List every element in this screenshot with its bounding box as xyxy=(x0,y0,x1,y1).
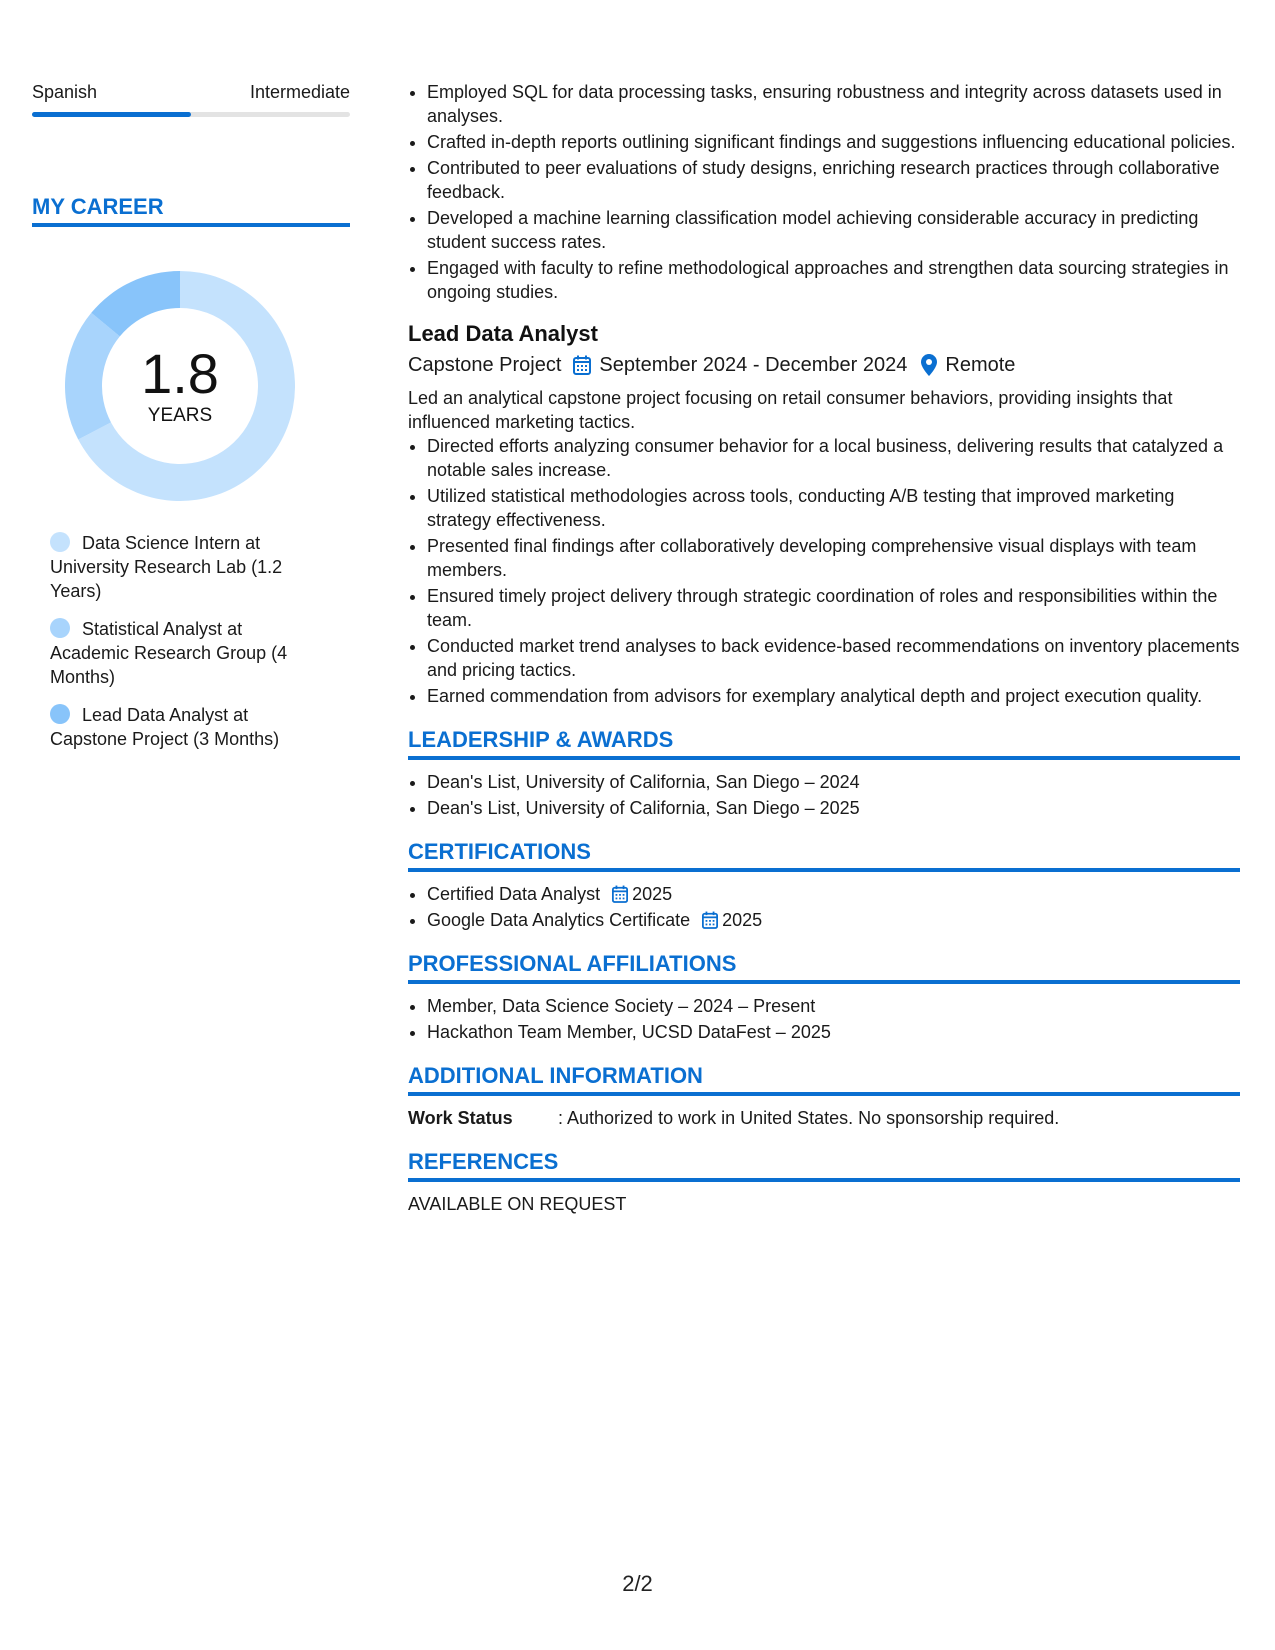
right-column xyxy=(408,80,1240,1216)
list-item: • Developed a machine learning classification model achieving considerable accuracy in predicting student success rates. xyxy=(427,206,1240,254)
list-item: • Directed efforts analyzing consumer behavior for a local business, delivering results that catalyzed a notable sales increase. xyxy=(427,434,1240,482)
legend-dot xyxy=(50,618,70,638)
career-donut-chart xyxy=(65,271,295,501)
job-bullets xyxy=(408,434,1240,708)
work-status-row xyxy=(408,1106,1240,1130)
legend-label: Data Science Intern at University Research Lab (1.2 Years) xyxy=(50,533,283,601)
legend-label: Statistical Analyst at Academic Research Group (4 Months) xyxy=(50,619,288,687)
calendar-icon xyxy=(702,911,718,929)
affiliations-title: PROFESSIONAL AFFILIATIONS xyxy=(408,950,1240,984)
references-title: REFERENCES xyxy=(408,1148,1240,1182)
cert-year: 2025 xyxy=(722,910,763,930)
cert-name: • Certified Data Analyst xyxy=(427,884,601,904)
list-item: • Member, Data Science Society – 2024 – Present xyxy=(427,994,1240,1018)
list-item: • Presented final findings after collaboratively developing comprehensive visual displays with team members. xyxy=(427,534,1240,582)
awards-title: LEADERSHIP & AWARDS xyxy=(408,726,1240,760)
affiliations-list xyxy=(408,994,1240,1044)
calendar-icon xyxy=(612,885,628,903)
awards-section xyxy=(408,726,1240,820)
cert-year: 2025 xyxy=(632,884,673,904)
donut-center xyxy=(65,271,295,501)
references-section xyxy=(408,1148,1240,1216)
language-proficiency-fill xyxy=(32,112,191,117)
legend-dot xyxy=(50,704,70,724)
job-company: Capstone Project xyxy=(408,354,562,376)
job-location: Remote xyxy=(945,354,1016,376)
language-row xyxy=(32,80,350,104)
legend-item xyxy=(50,617,310,689)
left-column xyxy=(32,80,350,765)
list-item: • Crafted in-depth reports outlining significant findings and suggestions influencing educational policies. xyxy=(427,130,1240,154)
list-item xyxy=(427,882,1240,906)
additional-section xyxy=(408,1062,1240,1130)
cert-name: • Google Data Analytics Certificate xyxy=(427,910,691,930)
awards-list xyxy=(408,770,1240,820)
career-total-value: 1.8 xyxy=(141,342,219,405)
language-level: Intermediate xyxy=(249,82,350,102)
list-item: • Dean's List, University of California, San Diego – 2024 xyxy=(427,770,1240,794)
job-dates: September 2024 - December 2024 xyxy=(599,354,908,376)
list-item: • Contributed to peer evaluations of study designs, enriching research practices through collaborative feedback. xyxy=(427,156,1240,204)
language-proficiency-bar xyxy=(32,112,350,117)
legend-item xyxy=(50,703,310,751)
list-item: • Conducted market trend analyses to back evidence-based recommendations on inventory placements and pricing tactics. xyxy=(427,634,1240,682)
list-item: • Engaged with faculty to refine methodological approaches and strengthen data sourcing strategies in ongoing studies. xyxy=(427,256,1240,304)
certifications-list xyxy=(408,882,1240,932)
location-pin-icon xyxy=(921,354,937,376)
list-item: • Hackathon Team Member, UCSD DataFest – 2025 xyxy=(427,1020,1240,1044)
work-status-value: : Authorized to work in United States. No sponsorship required. xyxy=(558,1108,1060,1128)
list-item: • Utilized statistical methodologies across tools, conducting A/B testing that improved marketing strategy effectiveness. xyxy=(427,484,1240,532)
page-number: 2/2 xyxy=(622,1571,653,1596)
list-item: • Ensured timely project delivery through strategic coordination of roles and responsibilities within the team. xyxy=(427,584,1240,632)
career-legend xyxy=(50,531,310,751)
list-item: • Earned commendation from advisors for exemplary analytical depth and project execution quality. xyxy=(427,684,1240,708)
legend-item xyxy=(50,531,310,603)
career-total-unit: YEARS xyxy=(147,405,213,426)
calendar-icon xyxy=(573,355,591,375)
job-description: Led an analytical capstone project focusing on retail consumer behaviors, providing insights that influenced marketing tactics. xyxy=(408,388,1173,432)
certifications-title: CERTIFICATIONS xyxy=(408,838,1240,872)
list-item: • Dean's List, University of California, San Diego – 2025 xyxy=(427,796,1240,820)
list-item: • Employed SQL for data processing tasks, ensuring robustness and integrity across datasets used in analyses. xyxy=(427,80,1240,128)
work-status-label: Work Status xyxy=(408,1108,513,1128)
career-section-title: MY CAREER xyxy=(32,193,350,227)
list-item xyxy=(427,908,1240,932)
additional-title: ADDITIONAL INFORMATION xyxy=(408,1062,1240,1096)
job-title: Lead Data Analyst xyxy=(408,321,598,346)
affiliations-section xyxy=(408,950,1240,1044)
previous-job-bullets xyxy=(408,80,1240,304)
certifications-section xyxy=(408,838,1240,932)
job-meta xyxy=(408,352,1240,378)
references-text: AVAILABLE ON REQUEST xyxy=(408,1194,627,1214)
legend-label: Lead Data Analyst at Capstone Project (3 Months) xyxy=(50,705,280,749)
legend-dot xyxy=(50,532,70,552)
language-name: Spanish xyxy=(32,82,98,102)
